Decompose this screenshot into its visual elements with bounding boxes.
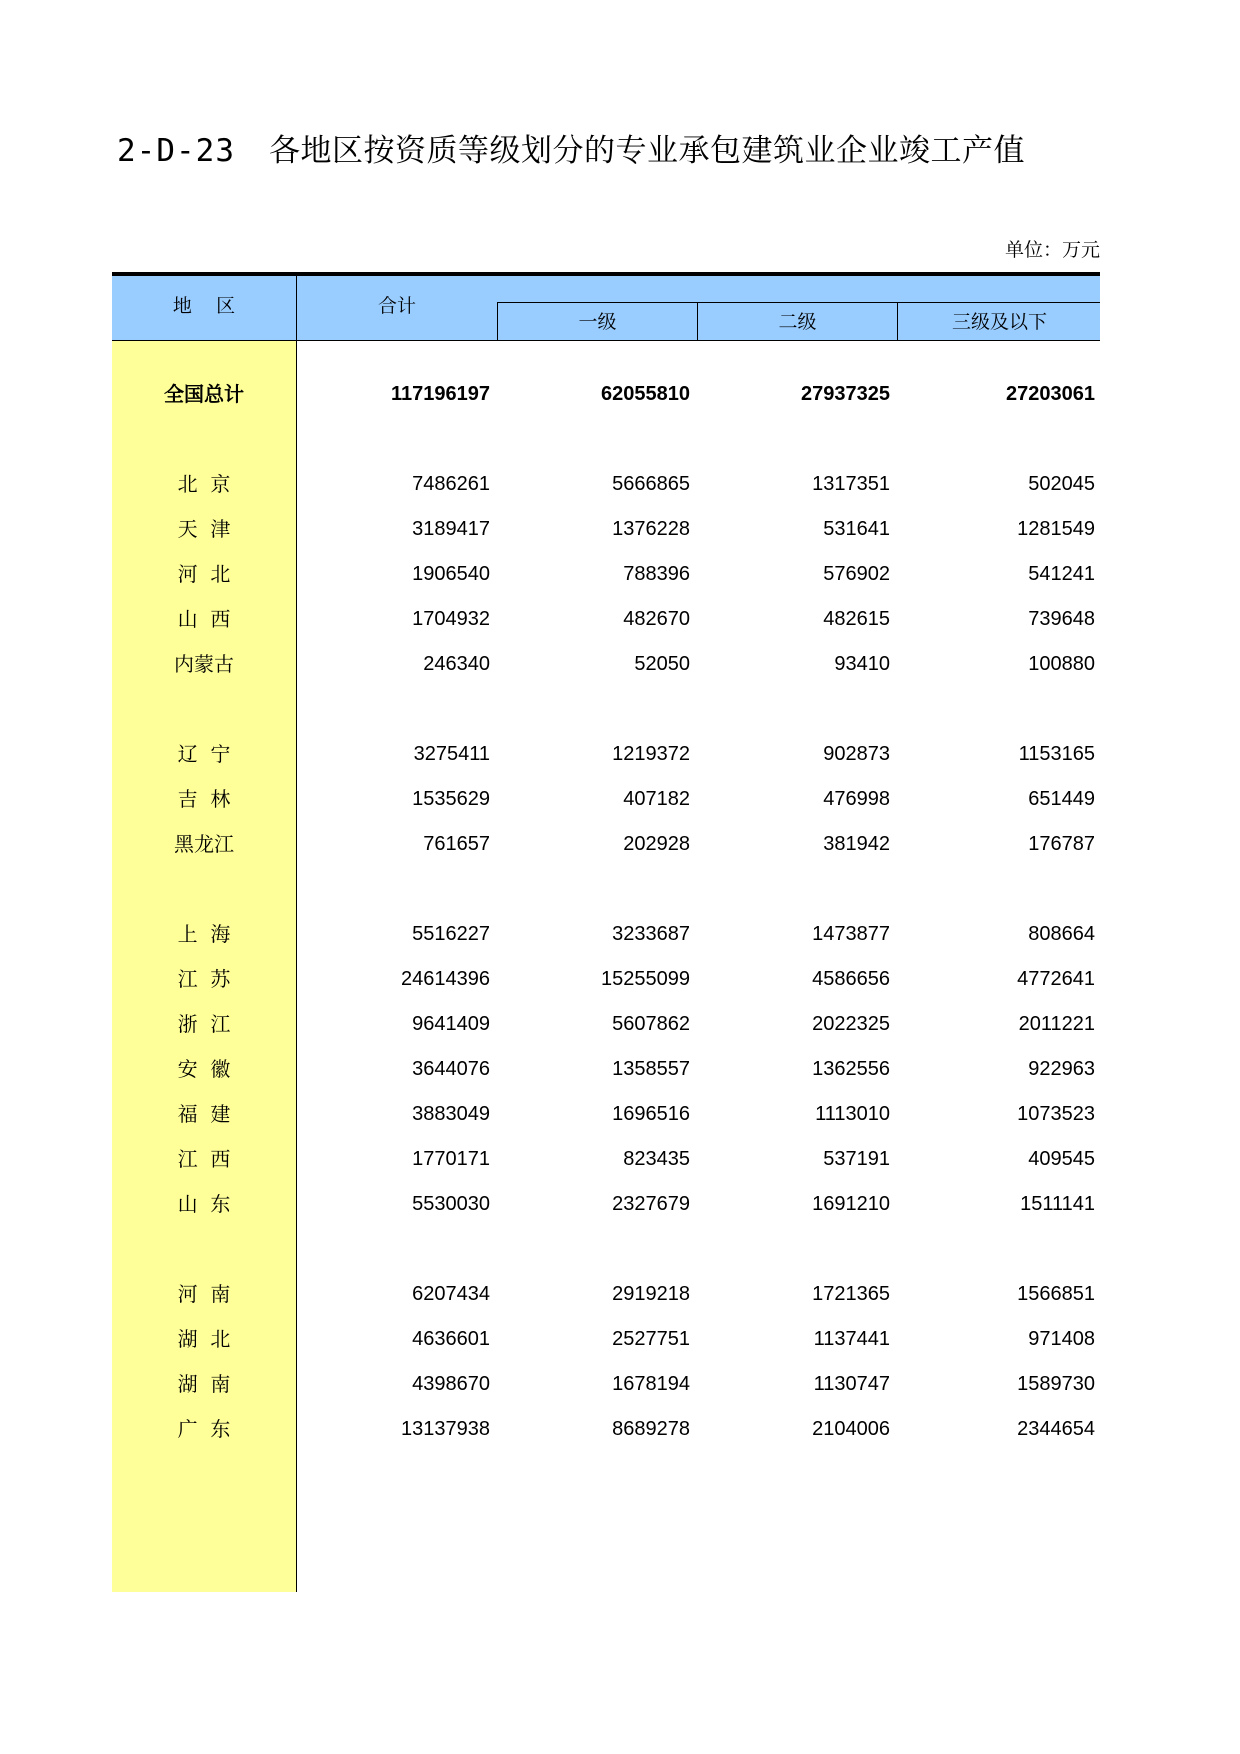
level3-value: 808664 bbox=[1028, 923, 1095, 945]
level3-value: 409545 bbox=[1028, 1148, 1095, 1170]
table-row bbox=[112, 1362, 1100, 1406]
header-levels bbox=[497, 302, 1100, 341]
total-value: 1704932 bbox=[412, 608, 490, 630]
level3-value: 922963 bbox=[1028, 1058, 1095, 1080]
level3-value: 541241 bbox=[1028, 563, 1095, 585]
table-row bbox=[112, 822, 1100, 866]
level2-value: 537191 bbox=[823, 1148, 890, 1170]
level1-value: 788396 bbox=[623, 563, 690, 585]
total-value: 246340 bbox=[423, 653, 490, 675]
level2-value: 531641 bbox=[823, 518, 890, 540]
level1-value: 407182 bbox=[623, 788, 690, 810]
header-total: 合计 bbox=[377, 295, 416, 317]
table-row bbox=[112, 642, 1100, 686]
total-value: 3883049 bbox=[412, 1103, 490, 1125]
level1-value: 823435 bbox=[623, 1148, 690, 1170]
table-row bbox=[112, 1407, 1100, 1451]
region-name: 黑龙江 bbox=[174, 832, 234, 856]
table-row bbox=[112, 1182, 1100, 1226]
total-value: 24614396 bbox=[401, 968, 490, 990]
table-row bbox=[112, 507, 1100, 551]
total-value: 761657 bbox=[423, 833, 490, 855]
region-name: 江 西 bbox=[177, 1147, 231, 1171]
level2-value: 27937325 bbox=[801, 383, 890, 405]
table-row bbox=[112, 912, 1100, 956]
table-row bbox=[112, 777, 1100, 821]
region-name: 湖 南 bbox=[177, 1372, 231, 1396]
level1-value: 2327679 bbox=[612, 1193, 690, 1215]
level1-value: 1376228 bbox=[612, 518, 690, 540]
total-value: 3644076 bbox=[412, 1058, 490, 1080]
level3-value: 27203061 bbox=[1006, 383, 1095, 405]
level3-value: 1589730 bbox=[1017, 1373, 1095, 1395]
level1-value: 482670 bbox=[623, 608, 690, 630]
table-row bbox=[112, 1272, 1100, 1316]
region-name: 安 徽 bbox=[177, 1057, 231, 1081]
table-code: 2-D-23 bbox=[117, 133, 235, 169]
region-name: 吉 林 bbox=[177, 787, 231, 811]
total-value: 5516227 bbox=[412, 923, 490, 945]
level3-value: 2344654 bbox=[1017, 1418, 1095, 1440]
region-name: 北 京 bbox=[177, 472, 231, 496]
level3-value: 502045 bbox=[1028, 473, 1095, 495]
level3-value: 1566851 bbox=[1017, 1283, 1095, 1305]
level3-value: 176787 bbox=[1028, 833, 1095, 855]
level2-value: 93410 bbox=[834, 653, 890, 675]
level1-value: 52050 bbox=[634, 653, 690, 675]
total-value: 3189417 bbox=[412, 518, 490, 540]
level2-value: 381942 bbox=[823, 833, 890, 855]
level1-value: 1219372 bbox=[612, 743, 690, 765]
level3-value: 1511141 bbox=[1020, 1193, 1095, 1215]
unit-label: 单位：万元 bbox=[1004, 239, 1100, 261]
page-title bbox=[117, 128, 1025, 174]
level1-value: 3233687 bbox=[612, 923, 690, 945]
level3-value: 651449 bbox=[1028, 788, 1095, 810]
region-name: 辽 宁 bbox=[177, 742, 231, 766]
level3-value: 2011221 bbox=[1018, 1013, 1095, 1035]
level1-value: 62055810 bbox=[601, 383, 690, 405]
level1-value: 1696516 bbox=[612, 1103, 690, 1125]
level1-value: 202928 bbox=[623, 833, 690, 855]
level1-value: 5666865 bbox=[612, 473, 690, 495]
level2-value: 1362556 bbox=[812, 1058, 890, 1080]
level2-value: 1473877 bbox=[812, 923, 890, 945]
region-name: 上 海 bbox=[177, 922, 231, 946]
table-row bbox=[112, 957, 1100, 1001]
total-row bbox=[112, 372, 1100, 416]
total-value: 6207434 bbox=[412, 1283, 490, 1305]
total-value: 1535629 bbox=[412, 788, 490, 810]
total-value: 117196197 bbox=[390, 383, 490, 405]
level3-value: 739648 bbox=[1028, 608, 1095, 630]
table-row bbox=[112, 1137, 1100, 1181]
level2-value: 1130747 bbox=[813, 1373, 890, 1395]
level2-value: 1137441 bbox=[813, 1328, 890, 1350]
table-row bbox=[112, 597, 1100, 641]
total-value: 7486261 bbox=[412, 473, 490, 495]
level2-value: 902873 bbox=[823, 743, 890, 765]
total-value: 3275411 bbox=[413, 743, 490, 765]
level1-value: 2527751 bbox=[612, 1328, 690, 1350]
level1-value: 5607862 bbox=[612, 1013, 690, 1035]
level1-value: 8689278 bbox=[612, 1418, 690, 1440]
region-name: 山 东 bbox=[177, 1192, 231, 1216]
header-level2: 二级 bbox=[697, 303, 897, 341]
region-name: 江 苏 bbox=[177, 967, 231, 991]
level2-value: 2022325 bbox=[812, 1013, 890, 1035]
total-value: 1770171 bbox=[412, 1148, 490, 1170]
region-name: 内蒙古 bbox=[174, 652, 234, 676]
level2-value: 1113010 bbox=[815, 1103, 890, 1125]
total-value: 4636601 bbox=[412, 1328, 490, 1350]
region-name: 湖 北 bbox=[177, 1327, 231, 1351]
region-name: 全国总计 bbox=[164, 382, 244, 406]
header-region: 地 区 bbox=[112, 276, 297, 340]
region-name: 山 西 bbox=[177, 607, 231, 631]
region-name: 广 东 bbox=[177, 1417, 231, 1441]
total-value: 5530030 bbox=[412, 1193, 490, 1215]
level1-value: 15255099 bbox=[601, 968, 690, 990]
level2-value: 476998 bbox=[823, 788, 890, 810]
region-name: 浙 江 bbox=[177, 1012, 231, 1036]
table-title-text: 各地区按资质等级划分的专业承包建筑业企业竣工产值 bbox=[268, 133, 1025, 169]
level2-value: 1691210 bbox=[812, 1193, 890, 1215]
level2-value: 1317351 bbox=[812, 473, 890, 495]
level2-value: 1721365 bbox=[812, 1283, 890, 1305]
region-name: 天 津 bbox=[177, 517, 231, 541]
table-header bbox=[112, 276, 1100, 341]
level2-value: 576902 bbox=[823, 563, 890, 585]
level2-value: 4586656 bbox=[812, 968, 890, 990]
level1-value: 1678194 bbox=[612, 1373, 690, 1395]
table-row bbox=[112, 1047, 1100, 1091]
level3-value: 1281549 bbox=[1017, 518, 1095, 540]
level1-value: 2919218 bbox=[612, 1283, 690, 1305]
table-row bbox=[112, 732, 1100, 776]
header-level3: 三级及以下 bbox=[897, 303, 1101, 341]
header-level1: 一级 bbox=[497, 303, 697, 341]
table-row bbox=[112, 1317, 1100, 1361]
level2-value: 482615 bbox=[823, 608, 890, 630]
total-value: 4398670 bbox=[412, 1373, 490, 1395]
total-value: 13137938 bbox=[401, 1418, 490, 1440]
region-name: 福 建 bbox=[177, 1102, 231, 1126]
table-row bbox=[112, 552, 1100, 596]
level2-value: 2104006 bbox=[812, 1418, 890, 1440]
level3-value: 4772641 bbox=[1017, 968, 1095, 990]
level3-value: 971408 bbox=[1028, 1328, 1095, 1350]
table-row bbox=[112, 1002, 1100, 1046]
total-value: 1906540 bbox=[412, 563, 490, 585]
table-row bbox=[112, 462, 1100, 506]
level1-value: 1358557 bbox=[612, 1058, 690, 1080]
table-row bbox=[112, 1092, 1100, 1136]
level3-value: 1073523 bbox=[1017, 1103, 1095, 1125]
level3-value: 100880 bbox=[1028, 653, 1095, 675]
region-name: 河 北 bbox=[177, 562, 231, 586]
total-value: 9641409 bbox=[412, 1013, 490, 1035]
region-name: 河 南 bbox=[177, 1282, 231, 1306]
level3-value: 1153165 bbox=[1018, 743, 1095, 765]
